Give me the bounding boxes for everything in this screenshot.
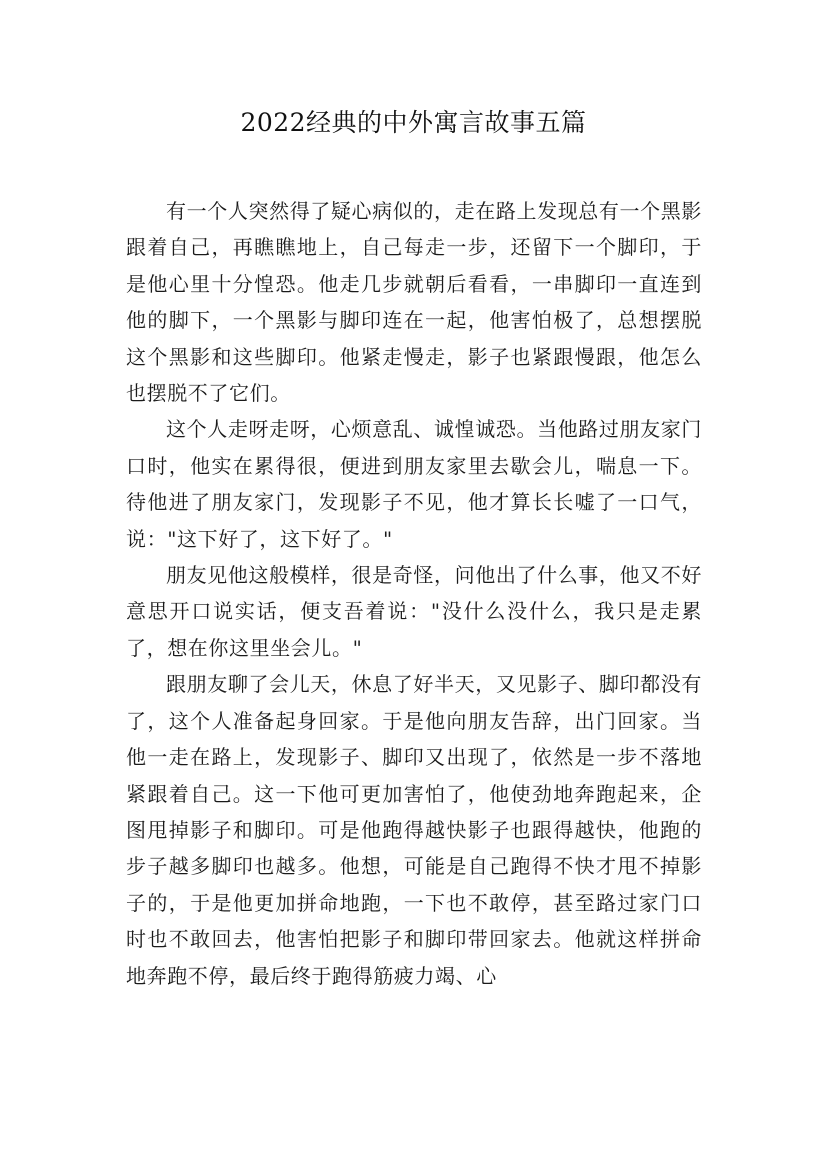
paragraph-3: 朋友见他这般模样，很是奇怪，问他出了什么事，他又不好意思开口说实话，便支吾着说："没什么没什么，我只是走累了，想在你这里坐会儿。" [126, 563, 702, 660]
paragraph-2: 这个人走呀走呀，心烦意乱、诚惶诚恐。当他路过朋友家门口时，他实在累得很，便进到朋友家里去歇会儿，喘息一下。待他进了朋友家门，发现影子不见，他才算长长嘘了一口气，说："这下好了，这下好了。" [126, 417, 702, 551]
paragraph-4: 跟朋友聊了会儿天，休息了好半天，又见影子、脚印都没有了，这个人准备起身回家。于是他向朋友告辞，出门回家。当他一走在路上，发现影子、脚印又出现了，依然是一步不落地紧跟着自己。这一下他可更加害怕了，他使劲地奔跑起来，企图甩掉影子和脚印。可是他跑得越快影子也跟得越快，他跑的步子越多脚印也越多。他想，可能是自己跑得不快才甩不掉影子的，于是他更加拼命地跑，一下也不敢停，甚至路过家门口时也不敢回去，他害怕把影子和脚印带回家去。他就这样拼命地奔跑不停，最后终于跑得筋疲力竭、心 [126, 672, 702, 988]
paragraph-1: 有一个人突然得了疑心病似的，走在路上发现总有一个黑影跟着自己，再瞧瞧地上，自己每走一步，还留下一个脚印，于是他心里十分惶恐。他走几步就朝后看看，一串脚印一直连到他的脚下，一个黑影与脚印连在一起，他害怕极了，总想摆脱这个黑影和这些脚印。他紧走慢走，影子也紧跟慢跟，他怎么也摆脱不了它们。 [126, 199, 702, 406]
document-title: 2022经典的中外寓言故事五篇 [240, 108, 587, 137]
document-body [126, 193, 702, 994]
